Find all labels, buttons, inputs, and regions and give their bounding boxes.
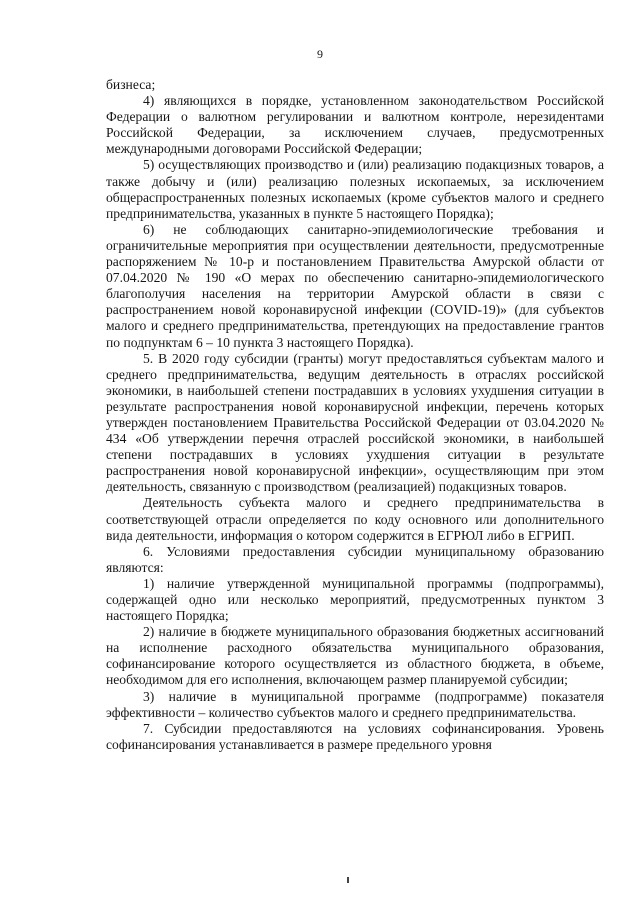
paragraph-item-6: 6) не соблюдающих санитарно-эпидемиологические требования и ограничительные мероприятия при осуществлении деятельности, предусмотренные распоряжением № 10-р и постановлением Правительства Амурской области от 07.04.2020 № 190 «О мерах по обеспечению санитарно-эпидемиологического благополучия населения на территории Амурской области в связи с распространением новой коронавирусной инфекции (COVID-19)» (для субъектов малого и среднего предпринимательства, претендующих на предоставление грантов по подпунктам 6 – 10 пункта 3 настоящего Порядка). [106, 221, 604, 350]
paragraph-section-7: 7. Субсидии предоставляются на условиях софинансирования. Уровень софинансирования устанавливается в размере предельного уровня [106, 720, 604, 752]
scan-artifact [347, 877, 349, 883]
paragraph-condition-1: 1) наличие утвержденной муниципальной программы (подпрограммы), содержащей одно или несколько мероприятий, предусмотренных пунктом 3 настоящего Порядка; [106, 575, 604, 624]
paragraph-condition-2: 2) наличие в бюджете муниципального образования бюджетных ассигнований на исполнение расходного обязательства муниципального образования, софинансирование которого осуществляется из областного бюджета, в объеме, необходимом для его исполнения, включающем размер планируемой субсидии; [106, 624, 604, 688]
paragraph-section-5: 5. В 2020 году субсидии (гранты) могут предоставляться субъектам малого и среднего предпринимательства, ведущим деятельность в отраслях российской экономики, в наибольшей степени пострадавших в условиях ухудшения ситуации в результате распространения новой коронавирусной инфекции, перечень которых утвержден постановлением Правительства Российской Федерации от 03.04.2020 № 434 «Об утверждении перечня отраслей российской экономики, в наибольшей степени пострадавших в условиях ухудшения ситуации в результате распространения новой коронавирусной инфекции», осуществляющим при этом деятельность, связанную с производством (реализацией) подакцизных товаров. [106, 350, 604, 495]
paragraph-section-6: 6. Условиями предоставления субсидии муниципальному образованию являются: [106, 543, 604, 575]
paragraph-condition-3: 3) наличие в муниципальной программе (подпрограмме) показателя эффективности – количество субъектов малого и среднего предпринимательства. [106, 688, 604, 720]
page-number: 9 [317, 47, 323, 61]
paragraph-activity-definition: Деятельность субъекта малого и среднего предпринимательства в соответствующей отрасли определяется по коду основного или дополнительного вида деятельности, информация о котором содержится в ЕГРЮЛ либо в ЕГРИП. [106, 495, 604, 543]
document-body [106, 77, 604, 753]
paragraph-continuation: бизнеса; [106, 77, 156, 92]
paragraph-item-4: 4) являющихся в порядке, установленном законодательством Российской Федерации о валютном регулировании и валютном контроле, нерезидентами Российской Федерации, за исключением случаев, предусмотренных международными договорами Российской Федерации; [106, 93, 604, 157]
paragraph-item-5: 5) осуществляющих производство и (или) реализацию подакцизных товаров, а также добычу и (или) реализацию полезных ископаемых, за исключением общераспространенных полезных ископаемых (кроме субъектов малого и среднего предпринимательства, указанных в пункте 5 настоящего Порядка); [106, 157, 604, 221]
